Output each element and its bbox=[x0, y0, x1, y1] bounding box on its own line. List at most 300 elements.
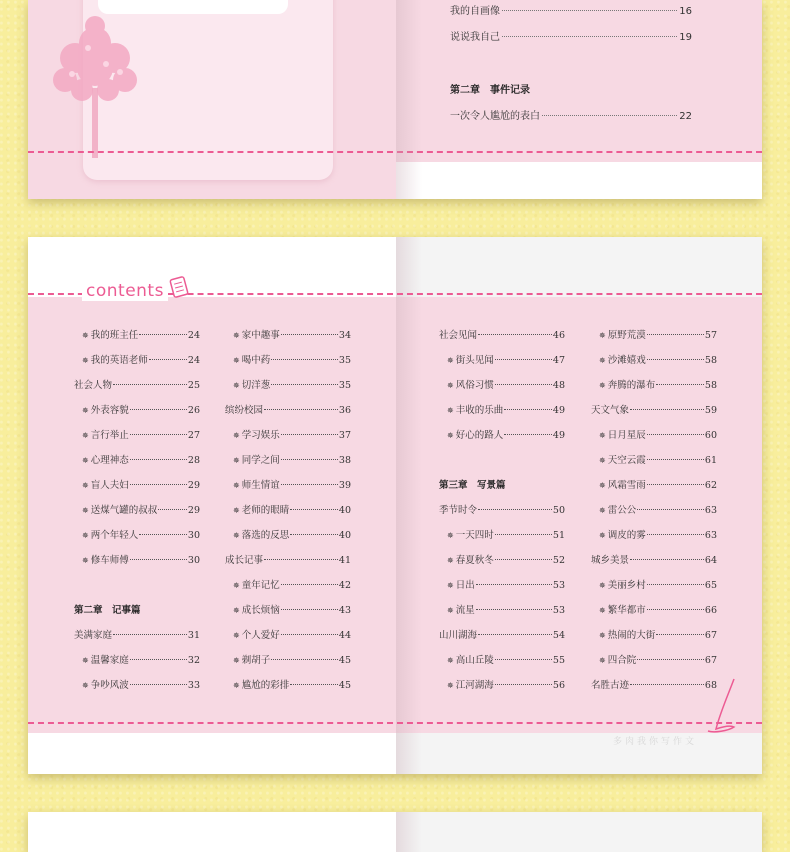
toc-entry[interactable] bbox=[82, 527, 200, 541]
toc-entry[interactable] bbox=[447, 527, 565, 541]
dot-leader bbox=[281, 584, 338, 585]
toc-entry[interactable] bbox=[82, 452, 200, 466]
bullet-star-icon: ✵ bbox=[233, 506, 240, 515]
toc-entry-title: 风俗习惯 bbox=[455, 380, 494, 391]
toc-entry-page: 58 bbox=[704, 380, 717, 391]
toc-entry-title: 盲人夫妇 bbox=[90, 480, 129, 491]
toc-entry-page: 63 bbox=[704, 505, 717, 516]
toc-entry-page: 50 bbox=[552, 505, 565, 516]
bullet-star-icon: ✵ bbox=[233, 531, 240, 540]
toc-entry-title: 剃胡子 bbox=[241, 655, 271, 666]
bullet-star-icon: ✵ bbox=[82, 681, 89, 690]
dot-leader bbox=[130, 559, 187, 560]
bullet-star-icon: ✵ bbox=[82, 506, 89, 515]
right-footer-band bbox=[396, 733, 762, 774]
bullet-star-icon: ✵ bbox=[599, 331, 606, 340]
bullet-star-icon: ✵ bbox=[447, 656, 454, 665]
dot-leader bbox=[271, 659, 338, 660]
toc-entry-title: 风霜雪雨 bbox=[607, 480, 646, 491]
bullet-star-icon: ✵ bbox=[233, 581, 240, 590]
toc-entry-page: 56 bbox=[552, 680, 565, 691]
toc-entry[interactable] bbox=[447, 402, 565, 416]
bullet-star-icon: ✵ bbox=[447, 581, 454, 590]
toc-entry-title: 师生情谊 bbox=[241, 480, 280, 491]
dot-leader bbox=[495, 659, 552, 660]
contents-logo: contents bbox=[82, 281, 168, 301]
dot-leader bbox=[478, 509, 552, 510]
toc-entry[interactable] bbox=[439, 502, 565, 516]
toc-entry[interactable] bbox=[74, 627, 200, 641]
toc-entry-page: 22 bbox=[679, 111, 692, 122]
toc-entry-title: 成长记事 bbox=[225, 555, 264, 566]
top-right-bottom-margin bbox=[396, 162, 762, 199]
bullet-star-icon: ✵ bbox=[82, 531, 89, 540]
bullet-star-icon: ✵ bbox=[599, 656, 606, 665]
toc-entry-page: 39 bbox=[338, 480, 351, 491]
toc-entry[interactable] bbox=[233, 527, 351, 541]
bullet-star-icon: ✵ bbox=[233, 631, 240, 640]
dot-leader bbox=[478, 634, 552, 635]
toc-entry-page: 46 bbox=[552, 330, 565, 341]
toc-entry-page: 29 bbox=[187, 505, 200, 516]
toc-entry[interactable] bbox=[233, 452, 351, 466]
toc-entry[interactable] bbox=[447, 602, 565, 616]
toc-entry-title: 美丽乡村 bbox=[607, 580, 646, 591]
toc-entry-title: 我的英语老师 bbox=[90, 355, 148, 366]
dot-leader bbox=[139, 534, 187, 535]
dot-leader bbox=[647, 459, 704, 460]
toc-entry[interactable] bbox=[74, 377, 200, 391]
toc-entry-title: 美满家庭 bbox=[74, 630, 113, 641]
toc-entry-title: 江河湖海 bbox=[455, 680, 494, 691]
toc-entry-page: 30 bbox=[187, 555, 200, 566]
toc-entry[interactable] bbox=[599, 627, 717, 641]
dot-leader bbox=[476, 584, 552, 585]
toc-entry[interactable] bbox=[599, 427, 717, 441]
toc-entry-page: 62 bbox=[704, 480, 717, 491]
toc-entry-title: 童年记忆 bbox=[241, 580, 280, 591]
toc-entry-title: 流星 bbox=[455, 605, 475, 616]
dot-leader bbox=[630, 559, 704, 560]
toc-entry-page: 43 bbox=[338, 605, 351, 616]
bullet-star-icon: ✵ bbox=[599, 481, 606, 490]
toc-entry[interactable] bbox=[447, 377, 565, 391]
dot-leader bbox=[478, 334, 552, 335]
dot-leader bbox=[130, 434, 187, 435]
toc-entry[interactable] bbox=[233, 602, 351, 616]
toc-entry[interactable] bbox=[233, 577, 351, 591]
toc-entry-page: 24 bbox=[187, 330, 200, 341]
toc-entry[interactable] bbox=[450, 28, 692, 43]
dot-leader bbox=[290, 509, 338, 510]
toc-entry[interactable] bbox=[233, 327, 351, 341]
footer-dashed-divider bbox=[28, 722, 762, 724]
bullet-star-icon: ✵ bbox=[599, 506, 606, 515]
toc-entry-title: 修车师傅 bbox=[90, 555, 129, 566]
toc-entry[interactable] bbox=[599, 477, 717, 491]
toc-entry-page: 44 bbox=[338, 630, 351, 641]
toc-entry-page: 31 bbox=[187, 630, 200, 641]
bullet-star-icon: ✵ bbox=[233, 456, 240, 465]
toc-entry[interactable] bbox=[599, 327, 717, 341]
toc-entry[interactable] bbox=[233, 352, 351, 366]
toc-entry-page: 35 bbox=[338, 355, 351, 366]
dot-leader bbox=[495, 559, 552, 560]
dot-leader bbox=[158, 509, 187, 510]
toc-entry[interactable] bbox=[599, 502, 717, 516]
toc-entry-page: 68 bbox=[704, 680, 717, 691]
bullet-star-icon: ✵ bbox=[599, 581, 606, 590]
toc-entry[interactable] bbox=[225, 402, 351, 416]
dot-leader bbox=[130, 484, 187, 485]
bullet-star-icon: ✵ bbox=[447, 681, 454, 690]
bullet-star-icon: ✵ bbox=[447, 556, 454, 565]
dot-leader bbox=[647, 484, 704, 485]
dot-leader bbox=[281, 609, 338, 610]
toc-entry-title: 学习娱乐 bbox=[241, 430, 280, 441]
toc-entry-title: 温馨家庭 bbox=[90, 655, 129, 666]
dot-leader bbox=[630, 409, 704, 410]
bottom-left-page bbox=[28, 812, 396, 852]
toc-entry-title: 繁华都市 bbox=[607, 605, 646, 616]
dot-leader bbox=[656, 634, 704, 635]
toc-entry-title: 落选的反思 bbox=[241, 530, 290, 541]
dot-leader bbox=[647, 609, 704, 610]
toc-entry[interactable] bbox=[591, 402, 717, 416]
bullet-star-icon: ✵ bbox=[599, 456, 606, 465]
toc-entry-title: 送煤气罐的叔叔 bbox=[90, 505, 158, 516]
toc-entry-title: 缤纷校园 bbox=[225, 405, 264, 416]
toc-entry-page: 27 bbox=[187, 430, 200, 441]
toc-entry-page: 26 bbox=[187, 405, 200, 416]
bullet-star-icon: ✵ bbox=[82, 556, 89, 565]
toc-entry-title: 社会人物 bbox=[74, 380, 113, 391]
dot-leader bbox=[656, 384, 704, 385]
toc-entry[interactable] bbox=[447, 427, 565, 441]
toc-entry-title: 调皮的雾 bbox=[607, 530, 646, 541]
dot-leader bbox=[476, 609, 552, 610]
bullet-star-icon: ✵ bbox=[82, 406, 89, 415]
toc-entry[interactable] bbox=[233, 502, 351, 516]
dot-leader bbox=[271, 384, 338, 385]
toc-entry-page: 58 bbox=[704, 355, 717, 366]
toc-entry-title: 外表容貌 bbox=[90, 405, 129, 416]
dot-leader bbox=[149, 359, 187, 360]
section-heading: 第三章 写景篇 bbox=[439, 480, 506, 491]
dot-leader bbox=[647, 334, 704, 335]
toc-entry-page: 57 bbox=[704, 330, 717, 341]
bullet-star-icon: ✵ bbox=[82, 356, 89, 365]
toc-entry-page: 45 bbox=[338, 655, 351, 666]
toc-entry-title: 奔腾的瀑布 bbox=[607, 380, 656, 391]
toc-entry-page: 16 bbox=[679, 6, 692, 17]
toc-entry[interactable] bbox=[447, 552, 565, 566]
toc-entry-page: 52 bbox=[552, 555, 565, 566]
contents-gutter-shadow bbox=[396, 237, 422, 774]
bullet-star-icon: ✵ bbox=[82, 456, 89, 465]
toc-entry-title: 争吵风波 bbox=[90, 680, 129, 691]
toc-entry[interactable] bbox=[447, 652, 565, 666]
toc-entry[interactable] bbox=[82, 677, 200, 691]
toc-entry-page: 47 bbox=[552, 355, 565, 366]
bullet-star-icon: ✵ bbox=[82, 656, 89, 665]
bullet-star-icon: ✵ bbox=[447, 531, 454, 540]
footer-caption: 多肉我你写作文 bbox=[613, 737, 698, 747]
toc-entry[interactable] bbox=[591, 677, 717, 691]
toc-entry-page: 34 bbox=[338, 330, 351, 341]
toc-entry-title: 心理神态 bbox=[90, 455, 129, 466]
toc-entry[interactable] bbox=[233, 427, 351, 441]
toc-entry[interactable] bbox=[591, 552, 717, 566]
bullet-star-icon: ✵ bbox=[233, 381, 240, 390]
top-gutter-shadow bbox=[396, 0, 422, 199]
toc-entry[interactable] bbox=[447, 677, 565, 691]
toc-entry-page: 53 bbox=[552, 580, 565, 591]
toc-entry-title: 四合院 bbox=[607, 655, 637, 666]
bullet-star-icon: ✵ bbox=[599, 606, 606, 615]
dot-leader bbox=[542, 115, 677, 116]
toc-entry-title: 名胜古迹 bbox=[591, 680, 630, 691]
dot-leader bbox=[495, 384, 552, 385]
toc-entry-page: 37 bbox=[338, 430, 351, 441]
dot-leader bbox=[281, 634, 338, 635]
toc-entry-title: 丰收的乐曲 bbox=[455, 405, 504, 416]
toc-entry[interactable] bbox=[447, 352, 565, 366]
toc-entry[interactable] bbox=[599, 602, 717, 616]
bullet-star-icon: ✵ bbox=[447, 406, 454, 415]
toc-entry-title: 两个年轻人 bbox=[90, 530, 139, 541]
dot-leader bbox=[113, 384, 187, 385]
toc-entry-title: 我的自画像 bbox=[450, 6, 500, 17]
bullet-star-icon: ✵ bbox=[82, 481, 89, 490]
bullet-star-icon: ✵ bbox=[233, 331, 240, 340]
toc-entry[interactable] bbox=[450, 2, 692, 17]
toc-entry-page: 38 bbox=[338, 455, 351, 466]
toc-entry-page: 45 bbox=[338, 680, 351, 691]
dot-leader bbox=[647, 534, 704, 535]
toc-entry-title: 日月星辰 bbox=[607, 430, 646, 441]
toc-entry-page: 60 bbox=[704, 430, 717, 441]
toc-entry[interactable] bbox=[599, 377, 717, 391]
dot-leader bbox=[495, 684, 552, 685]
toc-entry-page: 32 bbox=[187, 655, 200, 666]
toc-entry-page: 67 bbox=[704, 630, 717, 641]
toc-entry-title: 说说我自己 bbox=[450, 32, 500, 43]
top-dashed-divider bbox=[28, 151, 762, 153]
toc-entry-title: 城乡美景 bbox=[591, 555, 630, 566]
dot-leader bbox=[495, 534, 552, 535]
dot-leader bbox=[504, 409, 552, 410]
dot-leader bbox=[290, 534, 338, 535]
toc-entry[interactable] bbox=[599, 577, 717, 591]
dot-leader bbox=[113, 634, 187, 635]
dot-leader bbox=[647, 359, 704, 360]
dot-leader bbox=[271, 359, 338, 360]
toc-entry-page: 35 bbox=[338, 380, 351, 391]
toc-entry-title: 尴尬的彩排 bbox=[241, 680, 290, 691]
toc-entry-page: 41 bbox=[338, 555, 351, 566]
dot-leader bbox=[281, 334, 338, 335]
toc-entry-page: 63 bbox=[704, 530, 717, 541]
tree-icon bbox=[40, 8, 150, 158]
toc-entry[interactable] bbox=[82, 352, 200, 366]
toc-entry-page: 48 bbox=[552, 380, 565, 391]
toc-entry-page: 24 bbox=[187, 355, 200, 366]
toc-entry-page: 40 bbox=[338, 505, 351, 516]
toc-entry[interactable] bbox=[450, 107, 692, 122]
toc-entry-page: 49 bbox=[552, 430, 565, 441]
bullet-star-icon: ✵ bbox=[447, 381, 454, 390]
bullet-star-icon: ✵ bbox=[82, 331, 89, 340]
dot-leader bbox=[264, 559, 338, 560]
toc-entry-title: 春夏秋冬 bbox=[455, 555, 494, 566]
toc-entry-title: 沙滩嬉戏 bbox=[607, 355, 646, 366]
dot-leader bbox=[637, 509, 704, 510]
toc-entry-title: 好心的路人 bbox=[455, 430, 504, 441]
toc-entry-title: 喝中药 bbox=[241, 355, 271, 366]
toc-entry-page: 66 bbox=[704, 605, 717, 616]
toc-entry-title: 高山丘陵 bbox=[455, 655, 494, 666]
toc-entry-title: 同学之间 bbox=[241, 455, 280, 466]
toc-entry-title: 切洋葱 bbox=[241, 380, 271, 391]
bullet-star-icon: ✵ bbox=[599, 431, 606, 440]
toc-entry-page: 54 bbox=[552, 630, 565, 641]
chapter-heading: 第二章 事件记录 bbox=[450, 85, 530, 96]
bullet-star-icon: ✵ bbox=[599, 531, 606, 540]
toc-entry-title: 原野荒漠 bbox=[607, 330, 646, 341]
toc-entry-title: 一天四时 bbox=[455, 530, 494, 541]
toc-entry[interactable] bbox=[82, 552, 200, 566]
bullet-star-icon: ✵ bbox=[599, 381, 606, 390]
toc-entry-page: 64 bbox=[704, 555, 717, 566]
toc-entry[interactable] bbox=[439, 627, 565, 641]
toc-entry[interactable] bbox=[599, 652, 717, 666]
toc-entry-page: 42 bbox=[338, 580, 351, 591]
toc-entry-page: 40 bbox=[338, 530, 351, 541]
dot-leader bbox=[281, 434, 338, 435]
toc-entry-page: 51 bbox=[552, 530, 565, 541]
toc-entry-title: 雷公公 bbox=[607, 505, 637, 516]
toc-entry[interactable] bbox=[233, 627, 351, 641]
contents-book-spread bbox=[28, 237, 762, 774]
toc-entry[interactable] bbox=[447, 577, 565, 591]
bullet-star-icon: ✵ bbox=[599, 631, 606, 640]
bullet-star-icon: ✵ bbox=[233, 656, 240, 665]
dot-leader bbox=[502, 36, 677, 37]
toc-entry-page: 53 bbox=[552, 605, 565, 616]
dot-leader bbox=[495, 359, 552, 360]
toc-entry-page: 28 bbox=[187, 455, 200, 466]
toc-entry-page: 33 bbox=[187, 680, 200, 691]
bottom-gutter-shadow bbox=[396, 812, 422, 852]
toc-entry-page: 59 bbox=[704, 405, 717, 416]
toc-entry[interactable] bbox=[439, 327, 565, 341]
right-header-band bbox=[396, 237, 762, 297]
dot-leader bbox=[281, 484, 338, 485]
toc-entry-page: 36 bbox=[338, 405, 351, 416]
bullet-star-icon: ✵ bbox=[447, 606, 454, 615]
toc-entry-page: 29 bbox=[187, 480, 200, 491]
toc-entry[interactable] bbox=[82, 402, 200, 416]
dot-leader bbox=[130, 659, 187, 660]
toc-entry-page: 25 bbox=[187, 380, 200, 391]
bullet-star-icon: ✵ bbox=[233, 606, 240, 615]
bottom-right-page bbox=[396, 812, 762, 852]
dot-leader bbox=[264, 409, 338, 410]
toc-entry[interactable] bbox=[233, 652, 351, 666]
section-heading: 第二章 记事篇 bbox=[74, 605, 141, 616]
toc-entry-page: 61 bbox=[704, 455, 717, 466]
toc-entry-page: 30 bbox=[187, 530, 200, 541]
dot-leader bbox=[637, 659, 704, 660]
dot-leader bbox=[647, 434, 704, 435]
bullet-star-icon: ✵ bbox=[82, 431, 89, 440]
toc-entry-page: 55 bbox=[552, 655, 565, 666]
toc-entry-title: 社会见闻 bbox=[439, 330, 478, 341]
toc-entry-page: 49 bbox=[552, 405, 565, 416]
toc-entry-title: 一次令人尴尬的表白 bbox=[450, 111, 540, 122]
bottom-book-spread bbox=[28, 812, 762, 852]
toc-entry[interactable] bbox=[82, 477, 200, 491]
toc-entry[interactable] bbox=[82, 502, 200, 516]
toc-entry[interactable] bbox=[599, 352, 717, 366]
toc-entry[interactable] bbox=[233, 377, 351, 391]
toc-entry-page: 67 bbox=[704, 655, 717, 666]
bullet-star-icon: ✵ bbox=[447, 431, 454, 440]
dot-leader bbox=[130, 684, 187, 685]
toc-entry-title: 季节时令 bbox=[439, 505, 478, 516]
dot-leader bbox=[504, 434, 552, 435]
toc-entry[interactable] bbox=[599, 452, 717, 466]
bullet-star-icon: ✵ bbox=[233, 356, 240, 365]
toc-entry[interactable] bbox=[82, 327, 200, 341]
dot-leader bbox=[502, 10, 677, 11]
bullet-star-icon: ✵ bbox=[233, 681, 240, 690]
toc-entry-title: 个人爱好 bbox=[241, 630, 280, 641]
dot-leader bbox=[139, 334, 187, 335]
toc-entry-title: 日出 bbox=[455, 580, 475, 591]
toc-entry-title: 成长烦恼 bbox=[241, 605, 280, 616]
bullet-star-icon: ✵ bbox=[233, 481, 240, 490]
notebook-icon bbox=[168, 275, 190, 299]
toc-entry-page: 19 bbox=[679, 32, 692, 43]
toc-entry-page: 65 bbox=[704, 580, 717, 591]
toc-entry-title: 我的班主任 bbox=[90, 330, 139, 341]
dot-leader bbox=[290, 684, 338, 685]
toc-entry-title: 言行举止 bbox=[90, 430, 129, 441]
toc-entry[interactable] bbox=[82, 427, 200, 441]
toc-entry[interactable] bbox=[599, 527, 717, 541]
toc-entry-title: 老师的眼睛 bbox=[241, 505, 290, 516]
toc-entry[interactable] bbox=[225, 552, 351, 566]
toc-entry-title: 街头见闻 bbox=[455, 355, 494, 366]
toc-entry-title: 天文气象 bbox=[591, 405, 630, 416]
toc-entry[interactable] bbox=[233, 477, 351, 491]
dot-leader bbox=[647, 584, 704, 585]
toc-entry-title: 天空云霞 bbox=[607, 455, 646, 466]
bullet-star-icon: ✵ bbox=[233, 431, 240, 440]
dot-leader bbox=[130, 459, 187, 460]
toc-entry-title: 家中趣事 bbox=[241, 330, 280, 341]
dot-leader bbox=[130, 409, 187, 410]
dot-leader bbox=[630, 684, 704, 685]
bullet-star-icon: ✵ bbox=[599, 356, 606, 365]
toc-entry[interactable] bbox=[233, 677, 351, 691]
bullet-star-icon: ✵ bbox=[447, 356, 454, 365]
toc-entry-title: 热闹的大街 bbox=[607, 630, 656, 641]
top-book-spread bbox=[28, 0, 762, 199]
toc-entry[interactable] bbox=[82, 652, 200, 666]
